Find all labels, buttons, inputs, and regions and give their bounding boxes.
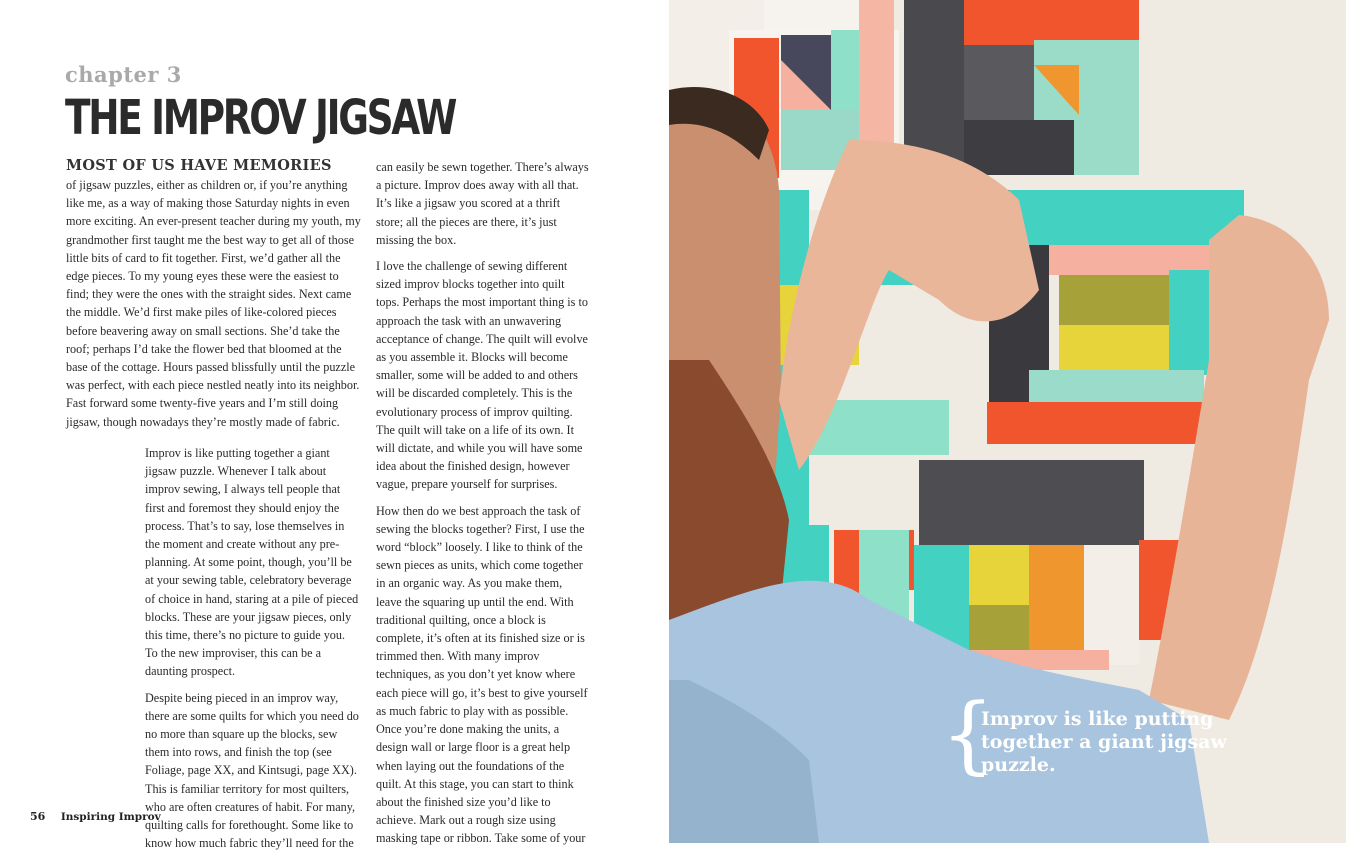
patch-dotted-white bbox=[1084, 545, 1139, 665]
paragraph-intro: of jigsaw puzzles, either as children or, if you’re anything like me, as a way of making those Saturday nights in even more exciting. An ever-present teacher during my youth, my grandmother first taught me the best way to get all of those little bits of card to fit together. First, we’d gather all the edge pieces. To my young eyes these were the easiest to find; they were the ones with the straight sides. Next came the middle. We’d first make piles of like-colored pieces before beavering away on small sections. She’d take the roof; perhaps I’d take the flower bed that bloomed at the base of the cottage. Hours passed blissfully until the puzzle was perfect, with each piece nestled neatly into its neighbor. Fast forward some twenty-five years and I’m still doing jigsaw, though nowadays they’re mostly made of fabric. bbox=[66, 178, 361, 429]
patch-olive bbox=[1059, 275, 1169, 325]
paragraph-sewn-together: can easily be sewn together. There’s always a picture. Improv does away with all that. It’s like a jigsaw you scored at a thrift store; all the pieces are there, it’s just missing the box. bbox=[376, 160, 589, 247]
page-footer bbox=[30, 810, 161, 823]
column-1-inset bbox=[145, 444, 359, 860]
chapter-title: THE IMPROV JIGSAW bbox=[65, 90, 456, 146]
patch-coral-bar bbox=[987, 402, 1202, 444]
patch-mint-bar bbox=[1029, 370, 1204, 402]
right-page-photo bbox=[669, 0, 1346, 843]
column-2 bbox=[376, 158, 590, 856]
patch-coral-top bbox=[964, 0, 1139, 45]
paragraph-challenge: I love the challenge of sewing different sized improv blocks together into quilt tops. Perhaps the most important thing is to approach the task with an unwavering acceptance of change. The quilt will evolve as you assemble it. Blocks will become smaller, some will be added to and others will be discarded completely. This is the evolutionary process of improv quilting. The quilt will take on a life of its own. It will dictate, and while you will have some idea about the finished design, however vague, prepare yourself for surprises. bbox=[376, 259, 588, 492]
page-number: 56 bbox=[30, 810, 46, 823]
brace-icon: { bbox=[941, 685, 995, 783]
patch-yellow bbox=[1059, 325, 1169, 375]
paragraph-despite: Despite being pieced in an improv way, there are some quilts for which you need do no more than square up the blocks, sew them into rows, and finish the top (see Foliage, page XX, and Kintsugi, page XX). This is familiar territory for most quilters, who are often creatures of habit. For many, quilting calls for forethought. Some like to know how much fabric they’ll need for the bbox=[145, 690, 359, 851]
paragraph-approach: How then do we best approach the task of sewing the blocks together? First, I use the word “block” loosely. I like to think of the sewn pieces as units, which come together in an organic way. As you make them, leave the squaring up until the end. With traditional quilting, once a block is complete, it’s often at its finished size or is trimmed then. With many improv techniques, as you don’t yet know where each piece will go, it’s best to give yourself as much fabric to play with as possible. Once you’re done making the units, a design wall or large floor is a great help when laying out the foundations of the quilt. At this stage, you can start to think about the finished size you’d like to achieve. Mark out a rough size using masking tape or ribbon. Take some of your bbox=[376, 503, 588, 846]
chapter-label: chapter 3 bbox=[65, 62, 182, 87]
patch-charcoal-wide bbox=[919, 460, 1144, 545]
lead-in-heading: MOST OF US HAVE MEMORIES bbox=[66, 157, 332, 174]
patch-orange-bottom bbox=[1029, 545, 1084, 660]
column-1 bbox=[66, 176, 361, 439]
patch-mint-strip bbox=[831, 30, 859, 110]
patch-dark bbox=[964, 120, 1074, 175]
patch-yellow-bottom bbox=[969, 545, 1029, 605]
book-title: Inspiring Improv bbox=[60, 811, 161, 823]
patch-aqua-top bbox=[1009, 190, 1244, 245]
left-page bbox=[0, 0, 669, 851]
pull-quote-text: Improv is like putting together a giant jigsaw puzzle. bbox=[981, 708, 1227, 776]
paragraph-improv-jigsaw: Improv is like putting together a giant jigsaw puzzle. Whenever I talk about improv sewing, I always tell people that first and foremost they should enjoy the process. That’s to say, lose themselves in the moment and create without any pre-planning. At some point, though, you’ll be at your sewing table, celebratory beverage of choice in hand, staring at a pile of pieced blocks. These are your jigsaw pieces, only this time, there’s no picture to guide you. To the new improviser, this can be a daunting prospect. bbox=[145, 446, 359, 679]
